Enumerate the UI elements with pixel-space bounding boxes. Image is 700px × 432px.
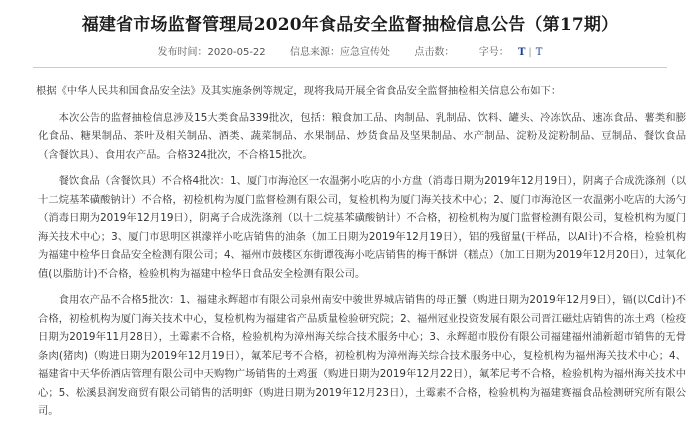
font-size-label: 字号：: [478, 47, 509, 58]
publish-time: 2020-05-22: [207, 47, 266, 58]
paragraph-agri-products: 食用农产品不合格5批次：1、福建永辉超市有限公司泉州南安中骏世界城店销售的母正蟹（购进日期为2019年12月9日），镉(以Cd计)不合格，初检机构为厦门海关技术中心，复检机构为福建省产品质量检验研究院；2、福州冠业投资发展有限公司晋江磁灶店销售的冻土鸡（检疫日期为2019年11月28日），土霉素不合格，检验机构为漳州海关综合技术服务中心；3、永辉超市股份有限公司福建福州浦新超市销售的无骨条肉(猪肉)（购进日期为2019年12月19日），氟苯尼考不合格，初检机构为漳州海关综合技术服务中心，复检机构为福州海关技术中心；4、福建省中天华侨酒店管理有限公司中天购物广场销售的土鸡蛋（购进日期为2019年12月22日），氟苯尼考不合格，检验机构为福州海关技术中心；5、松溪县润发商贸有限公司销售的活明虾（购进日期为2019年12月23日），土霉素不合格，检验机构为福建赛福食品检测研究所有限公司。: [38, 294, 686, 417]
article-title: 福建省市场监督管理局2020年食品安全监督抽检信息公告（第17期）: [81, 15, 619, 35]
source-value: 应急宣传处: [340, 47, 391, 58]
views-label: 点击数：: [414, 47, 455, 58]
font-size-small-button[interactable]: T: [535, 47, 543, 58]
font-size-large-button[interactable]: T: [517, 47, 526, 58]
paragraph-summary: 本次公告的监督抽检信息涉及15大类食品339批次，包括：粮食加工品、肉制品、乳制品、饮料、罐头、冷冻饮品、速冻食品、薯类和膨化食品、糖果制品、茶叶及相关制品、酒类、蔬菜制品、水果制品、炒货食品及坚果制品、水产制品、淀粉及淀粉制品、豆制品、餐饮食品（含餐饮具）、食用农产品。合格324批次，不合格15批次。: [38, 111, 686, 161]
font-size-divider: |: [528, 47, 532, 58]
article-meta: [0, 46, 700, 60]
header-divider: [33, 67, 667, 68]
paragraph-catering: 餐饮食品（含餐饮具）不合格4批次：1、厦门市海沧区一农温粥小吃店的小方盘（消毒日期为2019年12月19日），阴离子合成洗涤剂（以十二烷基苯磺酸钠计）不合格，初检机构为厦门监督检测有限公司，复检机构为厦门海关技术中心；2、厦门市海沧区一农温粥小吃店的大汤勺（消毒日期为2019年12月19日），阴离子合成洗涤剂（以十二烷基苯磺酸钠计）不合格，初检机构为厦门监督检测有限公司，复检机构为厦门海关技术中心；3、厦门市思明区祺濛祥小吃店销售的油条（加工日期为2019年12月19日），铝的残留量(干样品，以Al计)不合格，检验机构为福建中检华日食品安全检测有限公司；4、福州市鼓楼区东街谭筏海小吃店销售的梅干酥饼（糕点）（加工日期为2019年12月20日），过氧化值(以脂肪计)不合格，检验机构为福建中检华日食品安全检测有限公司。: [38, 175, 686, 280]
publish-time-label: 发布时间：: [157, 47, 208, 58]
source-label: 信息来源：: [290, 47, 341, 58]
paragraph-intro: 根据《中华人民共和国食品安全法》及其实施条例等规定，现将我局开展全省食品安全监督抽检相关信息公布如下：: [36, 85, 562, 97]
article-body: [38, 82, 686, 429]
